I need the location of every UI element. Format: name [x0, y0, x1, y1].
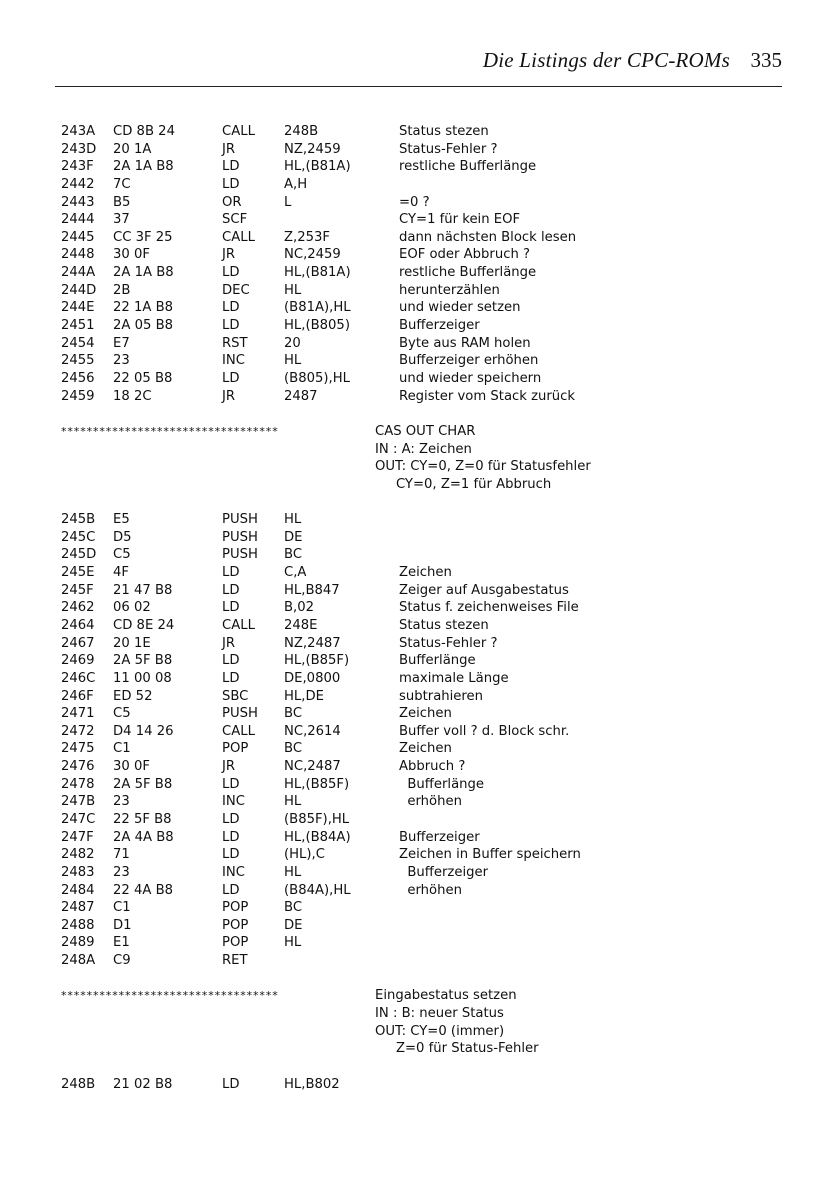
opcode-bytes: 2A 05 B8	[113, 318, 174, 334]
section-header-line	[61, 1023, 781, 1041]
address: 245C	[61, 529, 96, 545]
mnemonic: LD	[222, 1076, 240, 1092]
address: 245B	[61, 512, 96, 528]
address: 2443	[61, 194, 95, 210]
mnemonic: PUSH	[222, 547, 258, 563]
operand: BC	[284, 900, 303, 916]
comment: Status stezen	[399, 617, 489, 633]
comment: erhöhen	[399, 882, 462, 898]
opcode-bytes: 20 1E	[113, 635, 151, 651]
code-line	[61, 635, 781, 653]
operand: HL,(B85F)	[284, 653, 350, 669]
address: 2469	[61, 653, 95, 669]
opcode-bytes: 2B	[113, 282, 131, 298]
opcode-bytes: CC 3F 25	[113, 229, 173, 245]
address: 2489	[61, 935, 95, 951]
mnemonic: LD	[222, 265, 240, 281]
code-line	[61, 758, 781, 776]
mnemonic: JR	[222, 141, 236, 157]
address: 2464	[61, 617, 95, 633]
mnemonic: JR	[222, 388, 236, 404]
operand: HL,(B81A)	[284, 159, 351, 175]
operand: HL	[284, 864, 302, 880]
code-line	[61, 617, 781, 635]
comment: Zeichen	[399, 706, 452, 722]
code-line	[61, 882, 781, 900]
mnemonic: LD	[222, 176, 240, 192]
opcode-bytes: CD 8B 24	[113, 124, 175, 139]
comment: Byte aus RAM holen	[399, 335, 531, 351]
address: 2462	[61, 600, 95, 616]
section-header-line	[61, 476, 781, 494]
operand: HL,(B85F)	[284, 776, 350, 792]
address: 2483	[61, 864, 95, 880]
operand: (B84A),HL	[284, 882, 351, 898]
mnemonic: JR	[222, 247, 236, 263]
address: 247B	[61, 794, 96, 810]
blank-line	[61, 1058, 781, 1076]
operand: (B805),HL	[284, 370, 350, 386]
opcode-bytes: 22 1A B8	[113, 300, 174, 316]
comment: Zeichen	[399, 565, 452, 581]
code-line	[61, 811, 781, 829]
mnemonic: PUSH	[222, 706, 258, 722]
comment: Zeichen	[399, 741, 452, 757]
comment: Buffer voll ? d. Block schr.	[399, 723, 570, 739]
address: 2484	[61, 882, 95, 898]
page-header	[55, 48, 782, 87]
comment: Status-Fehler ?	[399, 141, 498, 157]
mnemonic: JR	[222, 635, 236, 651]
comment: subtrahieren	[399, 688, 484, 704]
opcode-bytes: C1	[113, 900, 131, 916]
opcode-bytes: B5	[113, 194, 131, 210]
section-header-line	[61, 441, 781, 459]
code-line	[61, 934, 781, 952]
address: 247C	[61, 811, 96, 827]
operand: NC,2614	[284, 723, 341, 739]
operand: C,A	[284, 565, 307, 581]
code-line	[61, 317, 781, 335]
operand: Z,253F	[284, 229, 330, 245]
mnemonic: SCF	[222, 212, 248, 228]
mnemonic: JR	[222, 759, 236, 775]
opcode-bytes: C1	[113, 741, 131, 757]
operand: BC	[284, 706, 303, 722]
section-header-line	[61, 987, 781, 1005]
code-line	[61, 352, 781, 370]
mnemonic: LD	[222, 882, 240, 898]
mnemonic: OR	[222, 194, 242, 210]
comment: Zeichen in Buffer speichern	[399, 847, 581, 863]
opcode-bytes: 2A 4A B8	[113, 829, 174, 845]
opcode-bytes: E5	[113, 512, 130, 528]
opcode-bytes: ED 52	[113, 688, 153, 704]
operand: HL,(B81A)	[284, 265, 351, 281]
code-line	[61, 740, 781, 758]
operand: BC	[284, 547, 303, 563]
code-line	[61, 123, 781, 141]
operand: 20	[284, 335, 301, 351]
opcode-bytes: 18 2C	[113, 388, 152, 404]
operand: 248B	[284, 124, 319, 139]
opcode-bytes: 23	[113, 353, 130, 369]
comment: =0 ?	[399, 194, 430, 210]
opcode-bytes: 22 05 B8	[113, 370, 173, 386]
operand: NC,2487	[284, 759, 341, 775]
comment: EOF oder Abbruch ?	[399, 247, 530, 263]
address: 246C	[61, 670, 96, 686]
mnemonic: LD	[222, 565, 240, 581]
address: 2487	[61, 900, 95, 916]
code-line	[61, 599, 781, 617]
comment: Status-Fehler ?	[399, 635, 498, 651]
code-line	[61, 864, 781, 882]
address: 247F	[61, 829, 94, 845]
code-line	[61, 388, 781, 406]
code-line	[61, 370, 781, 388]
operand: HL	[284, 794, 302, 810]
operand: HL,B802	[284, 1076, 340, 1092]
opcode-bytes: E1	[113, 935, 130, 951]
operand: DE	[284, 917, 303, 933]
code-line	[61, 282, 781, 300]
operand: (HL),C	[284, 847, 325, 863]
code-line	[61, 899, 781, 917]
opcode-bytes: D5	[113, 529, 132, 545]
address: 243D	[61, 141, 97, 157]
comment: Bufferlänge	[399, 653, 476, 669]
comment: Abbruch ?	[399, 759, 466, 775]
opcode-bytes: 23	[113, 794, 130, 810]
code-line	[61, 229, 781, 247]
opcode-bytes: 4F	[113, 565, 129, 581]
comment: restliche Bufferlänge	[399, 159, 537, 175]
address: 2456	[61, 370, 95, 386]
address: 2454	[61, 335, 95, 351]
code-line	[61, 829, 781, 847]
opcode-bytes: 7C	[113, 176, 131, 192]
mnemonic: POP	[222, 935, 249, 951]
blank-line	[61, 493, 781, 511]
code-line	[61, 688, 781, 706]
opcode-bytes: 2A 5F B8	[113, 776, 173, 792]
operand: (B81A),HL	[284, 300, 351, 316]
address: 2444	[61, 212, 95, 228]
mnemonic: LD	[222, 159, 240, 175]
opcode-bytes: 11 00 08	[113, 670, 172, 686]
operand: HL,B847	[284, 582, 340, 598]
address: 248B	[61, 1076, 96, 1092]
mnemonic: LD	[222, 829, 240, 845]
operand: HL,(B805)	[284, 318, 350, 334]
address: 2442	[61, 176, 95, 192]
code-line	[61, 705, 781, 723]
opcode-bytes: 06 02	[113, 600, 151, 616]
opcode-bytes: C5	[113, 547, 131, 563]
mnemonic: POP	[222, 741, 249, 757]
opcode-bytes: 2A 5F B8	[113, 653, 173, 669]
code-line	[61, 723, 781, 741]
comment: herunterzählen	[399, 282, 500, 298]
mnemonic: CALL	[222, 124, 255, 139]
section-header-line	[61, 458, 781, 476]
comment: erhöhen	[399, 794, 462, 810]
operand: HL,(B84A)	[284, 829, 351, 845]
opcode-bytes: 30 0F	[113, 247, 150, 263]
address: 2451	[61, 318, 95, 334]
mnemonic: PUSH	[222, 529, 258, 545]
code-line	[61, 846, 781, 864]
code-line	[61, 511, 781, 529]
comment: und wieder speichern	[399, 370, 542, 386]
section-comment: OUT: CY=0, Z=0 für Statusfehler	[375, 459, 591, 475]
running-title: Die Listings der CPC-ROMs	[482, 48, 730, 72]
address: 2471	[61, 706, 95, 722]
separator-stars: **********************************	[61, 424, 279, 438]
operand: BC	[284, 741, 303, 757]
code-line	[61, 176, 781, 194]
address: 245F	[61, 582, 94, 598]
operand: NZ,2487	[284, 635, 341, 651]
code-line	[61, 299, 781, 317]
code-line	[61, 141, 781, 159]
address: 2472	[61, 723, 95, 739]
address: 245D	[61, 547, 97, 563]
comment: Status stezen	[399, 124, 489, 139]
opcode-bytes: 71	[113, 847, 130, 863]
section-comment: IN : B: neuer Status	[375, 1006, 504, 1022]
opcode-bytes: 2A 1A B8	[113, 265, 174, 281]
code-line	[61, 670, 781, 688]
opcode-bytes: E7	[113, 335, 130, 351]
mnemonic: INC	[222, 864, 245, 880]
opcode-bytes: D1	[113, 917, 132, 933]
opcode-bytes: 22 5F B8	[113, 811, 172, 827]
opcode-bytes: 30 0F	[113, 759, 150, 775]
opcode-bytes: 21 47 B8	[113, 582, 173, 598]
comment: Bufferzeiger	[399, 864, 489, 880]
blank-line	[61, 405, 781, 423]
mnemonic: INC	[222, 353, 245, 369]
mnemonic: LD	[222, 600, 240, 616]
comment: Bufferlänge	[399, 776, 484, 792]
page-number: 335	[750, 48, 782, 72]
mnemonic: INC	[222, 794, 245, 810]
address: 2478	[61, 776, 95, 792]
section-comment: OUT: CY=0 (immer)	[375, 1023, 505, 1039]
mnemonic: RST	[222, 335, 248, 351]
code-line	[61, 793, 781, 811]
address: 2482	[61, 847, 95, 863]
opcode-bytes: C5	[113, 706, 131, 722]
operand: HL	[284, 282, 302, 298]
operand: B,02	[284, 600, 315, 616]
comment: Zeiger auf Ausgabestatus	[399, 582, 569, 598]
mnemonic: CALL	[222, 229, 255, 245]
code-line	[61, 246, 781, 264]
opcode-bytes: 37	[113, 212, 130, 228]
blank-line	[61, 970, 781, 988]
opcode-bytes: CD 8E 24	[113, 617, 175, 633]
mnemonic: LD	[222, 653, 240, 669]
opcode-bytes: 21 02 B8	[113, 1076, 173, 1092]
mnemonic: CALL	[222, 723, 255, 739]
opcode-bytes: 22 4A B8	[113, 882, 174, 898]
section-comment: Eingabestatus setzen	[375, 988, 517, 1004]
mnemonic: PUSH	[222, 512, 258, 528]
code-line	[61, 564, 781, 582]
section-comment: CY=0, Z=1 für Abbruch	[375, 476, 552, 492]
section-comment: Z=0 für Status-Fehler	[375, 1041, 539, 1057]
operand: NC,2459	[284, 247, 341, 263]
code-line	[61, 582, 781, 600]
address: 2488	[61, 917, 95, 933]
comment: CY=1 für kein EOF	[399, 212, 521, 228]
operand: HL	[284, 935, 302, 951]
code-line	[61, 1076, 781, 1094]
address: 2455	[61, 353, 95, 369]
operand: DE	[284, 529, 303, 545]
operand: DE,0800	[284, 670, 341, 686]
code-line	[61, 952, 781, 970]
code-line	[61, 264, 781, 282]
code-line	[61, 194, 781, 212]
opcode-bytes: C9	[113, 953, 131, 969]
mnemonic: LD	[222, 300, 240, 316]
operand: A,H	[284, 176, 308, 192]
code-line	[61, 529, 781, 547]
address: 244E	[61, 300, 95, 316]
operand: HL	[284, 512, 302, 528]
mnemonic: CALL	[222, 617, 255, 633]
address: 2476	[61, 759, 95, 775]
code-line	[61, 546, 781, 564]
address: 245E	[61, 565, 95, 581]
mnemonic: LD	[222, 776, 240, 792]
address: 246F	[61, 688, 94, 704]
mnemonic: DEC	[222, 282, 250, 298]
mnemonic: LD	[222, 582, 240, 598]
comment: Bufferzeiger erhöhen	[399, 353, 539, 369]
address: 243F	[61, 159, 94, 175]
operand: (B85F),HL	[284, 811, 350, 827]
section-comment: IN : A: Zeichen	[375, 441, 472, 457]
operand: 248E	[284, 617, 318, 633]
mnemonic: LD	[222, 847, 240, 863]
code-line	[61, 652, 781, 670]
comment: Register vom Stack zurück	[399, 388, 576, 404]
opcode-bytes: D4 14 26	[113, 723, 174, 739]
code-line	[61, 211, 781, 229]
mnemonic: LD	[222, 670, 240, 686]
comment: dann nächsten Block lesen	[399, 229, 577, 245]
address: 2475	[61, 741, 95, 757]
address: 2448	[61, 247, 95, 263]
address: 243A	[61, 124, 96, 139]
code-line	[61, 917, 781, 935]
section-header-line	[61, 1040, 781, 1058]
opcode-bytes: 2A 1A B8	[113, 159, 174, 175]
operand: L	[284, 194, 292, 210]
opcode-bytes: 20 1A	[113, 141, 152, 157]
code-line	[61, 776, 781, 794]
operand: HL	[284, 353, 302, 369]
comment: maximale Länge	[399, 670, 509, 686]
operand: NZ,2459	[284, 141, 341, 157]
address: 244A	[61, 265, 96, 281]
code-line	[61, 335, 781, 353]
address: 2459	[61, 388, 95, 404]
comment: Bufferzeiger	[399, 829, 480, 845]
mnemonic: POP	[222, 917, 249, 933]
operand: 2487	[284, 388, 318, 404]
address: 244D	[61, 282, 97, 298]
opcode-bytes: 23	[113, 864, 130, 880]
mnemonic: POP	[222, 900, 249, 916]
mnemonic: LD	[222, 811, 240, 827]
operand: HL,DE	[284, 688, 324, 704]
section-header-line	[61, 1005, 781, 1023]
mnemonic: LD	[222, 370, 240, 386]
assembly-listing	[61, 123, 781, 1093]
address: 2467	[61, 635, 95, 651]
mnemonic: SBC	[222, 688, 249, 704]
address: 248A	[61, 953, 96, 969]
mnemonic: RET	[222, 953, 248, 969]
section-comment: CAS OUT CHAR	[375, 423, 476, 439]
comment: Status f. zeichenweises File	[399, 600, 579, 616]
address: 2445	[61, 229, 95, 245]
comment: Bufferzeiger	[399, 318, 480, 334]
code-line	[61, 158, 781, 176]
comment: und wieder setzen	[399, 300, 521, 316]
separator-stars: **********************************	[61, 989, 279, 1003]
section-header-line	[61, 423, 781, 441]
mnemonic: LD	[222, 318, 240, 334]
comment: restliche Bufferlänge	[399, 265, 537, 281]
